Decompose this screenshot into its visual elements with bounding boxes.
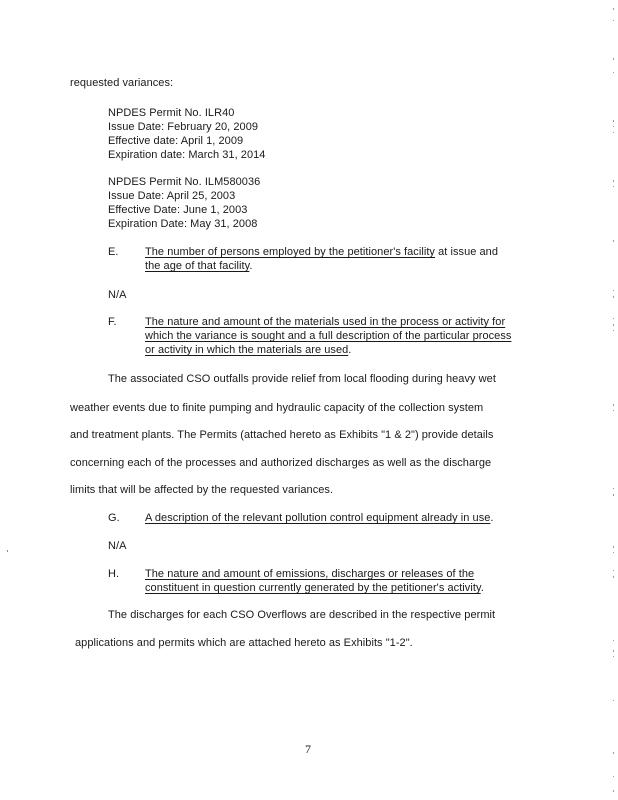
item-g-line1 [145,512,494,525]
item-h-line1: The nature and amount of emissions, discharges or releases of the [145,568,475,580]
para1-line5: limits that will be affected by the requested variances. [70,484,334,496]
item-g-line1-underlined: A description of the relevant pollution control equipment already in use [145,512,491,524]
para2-line2: applications and permits which are attached hereto as Exhibits "1-2". [75,637,413,649]
permit1-expiration-date: Expiration date: March 31, 2014 [108,149,266,161]
permit2-issue-date: Issue Date: April 25, 2003 [108,190,236,202]
na-text-1: N/A [108,289,127,301]
para2-line1: The discharges for each CSO Overflows are described in the respective permit [108,609,496,621]
item-h-line2 [145,582,484,595]
permit2-expiration-date: Expiration Date: May 31, 2008 [108,218,258,230]
na-text-2: N/A [108,540,127,552]
scan-mark-left [6,540,9,560]
item-g-line1-rest: . [490,512,494,524]
item-f-line1: The nature and amount of the materials used in the process or activity for [145,316,506,328]
permit2-effective-date: Effective Date: June 1, 2003 [108,204,248,216]
para1-line3: and treatment plants. The Permits (attached hereto as Exhibits "1 & 2") provide details [70,429,494,441]
para1-line1: The associated CSO outfalls provide relief from local flooding during heavy wet [108,373,496,385]
item-h-line2-underlined: constituent in question currently generated by the petitioner's activity [145,582,481,594]
item-e-letter: E. [108,246,119,258]
para1-line2: weather events due to finite pumping and hydraulic capacity of the collection system [70,402,484,414]
item-e-line2-rest: . [249,260,253,272]
scan-edge-artifact [612,0,615,800]
item-f-line2: which the variance is sought and a full description of the particular process [145,330,512,342]
item-h-letter: H. [108,568,120,580]
item-f-line3-rest: . [348,344,352,356]
para1-line4: concerning each of the processes and authorized discharges as well as the discharge [70,457,492,469]
page-number: 7 [305,742,311,756]
item-f-line3-underlined: or activity in which the materials are used [145,344,349,356]
item-f-letter: F. [108,316,117,328]
item-e-line2-underlined: the age of that facility [145,260,250,272]
item-e-line1-rest: at issue and [434,246,499,258]
item-g-letter: G. [108,512,120,524]
permit2-number: NPDES Permit No. ILM580036 [108,176,261,188]
intro-line: requested variances: [70,77,174,89]
item-e-line1-underlined: The number of persons employed by the petitioner's facility [145,246,435,258]
permit1-number: NPDES Permit No. ILR40 [108,107,235,119]
permit1-issue-date: Issue Date: February 20, 2009 [108,121,259,133]
permit1-effective-date: Effective date: April 1, 2009 [108,135,244,147]
item-h-line2-rest: . [480,582,484,594]
item-f-line3 [145,344,351,357]
item-e-line2 [145,260,252,273]
item-e-line1 [145,246,498,259]
